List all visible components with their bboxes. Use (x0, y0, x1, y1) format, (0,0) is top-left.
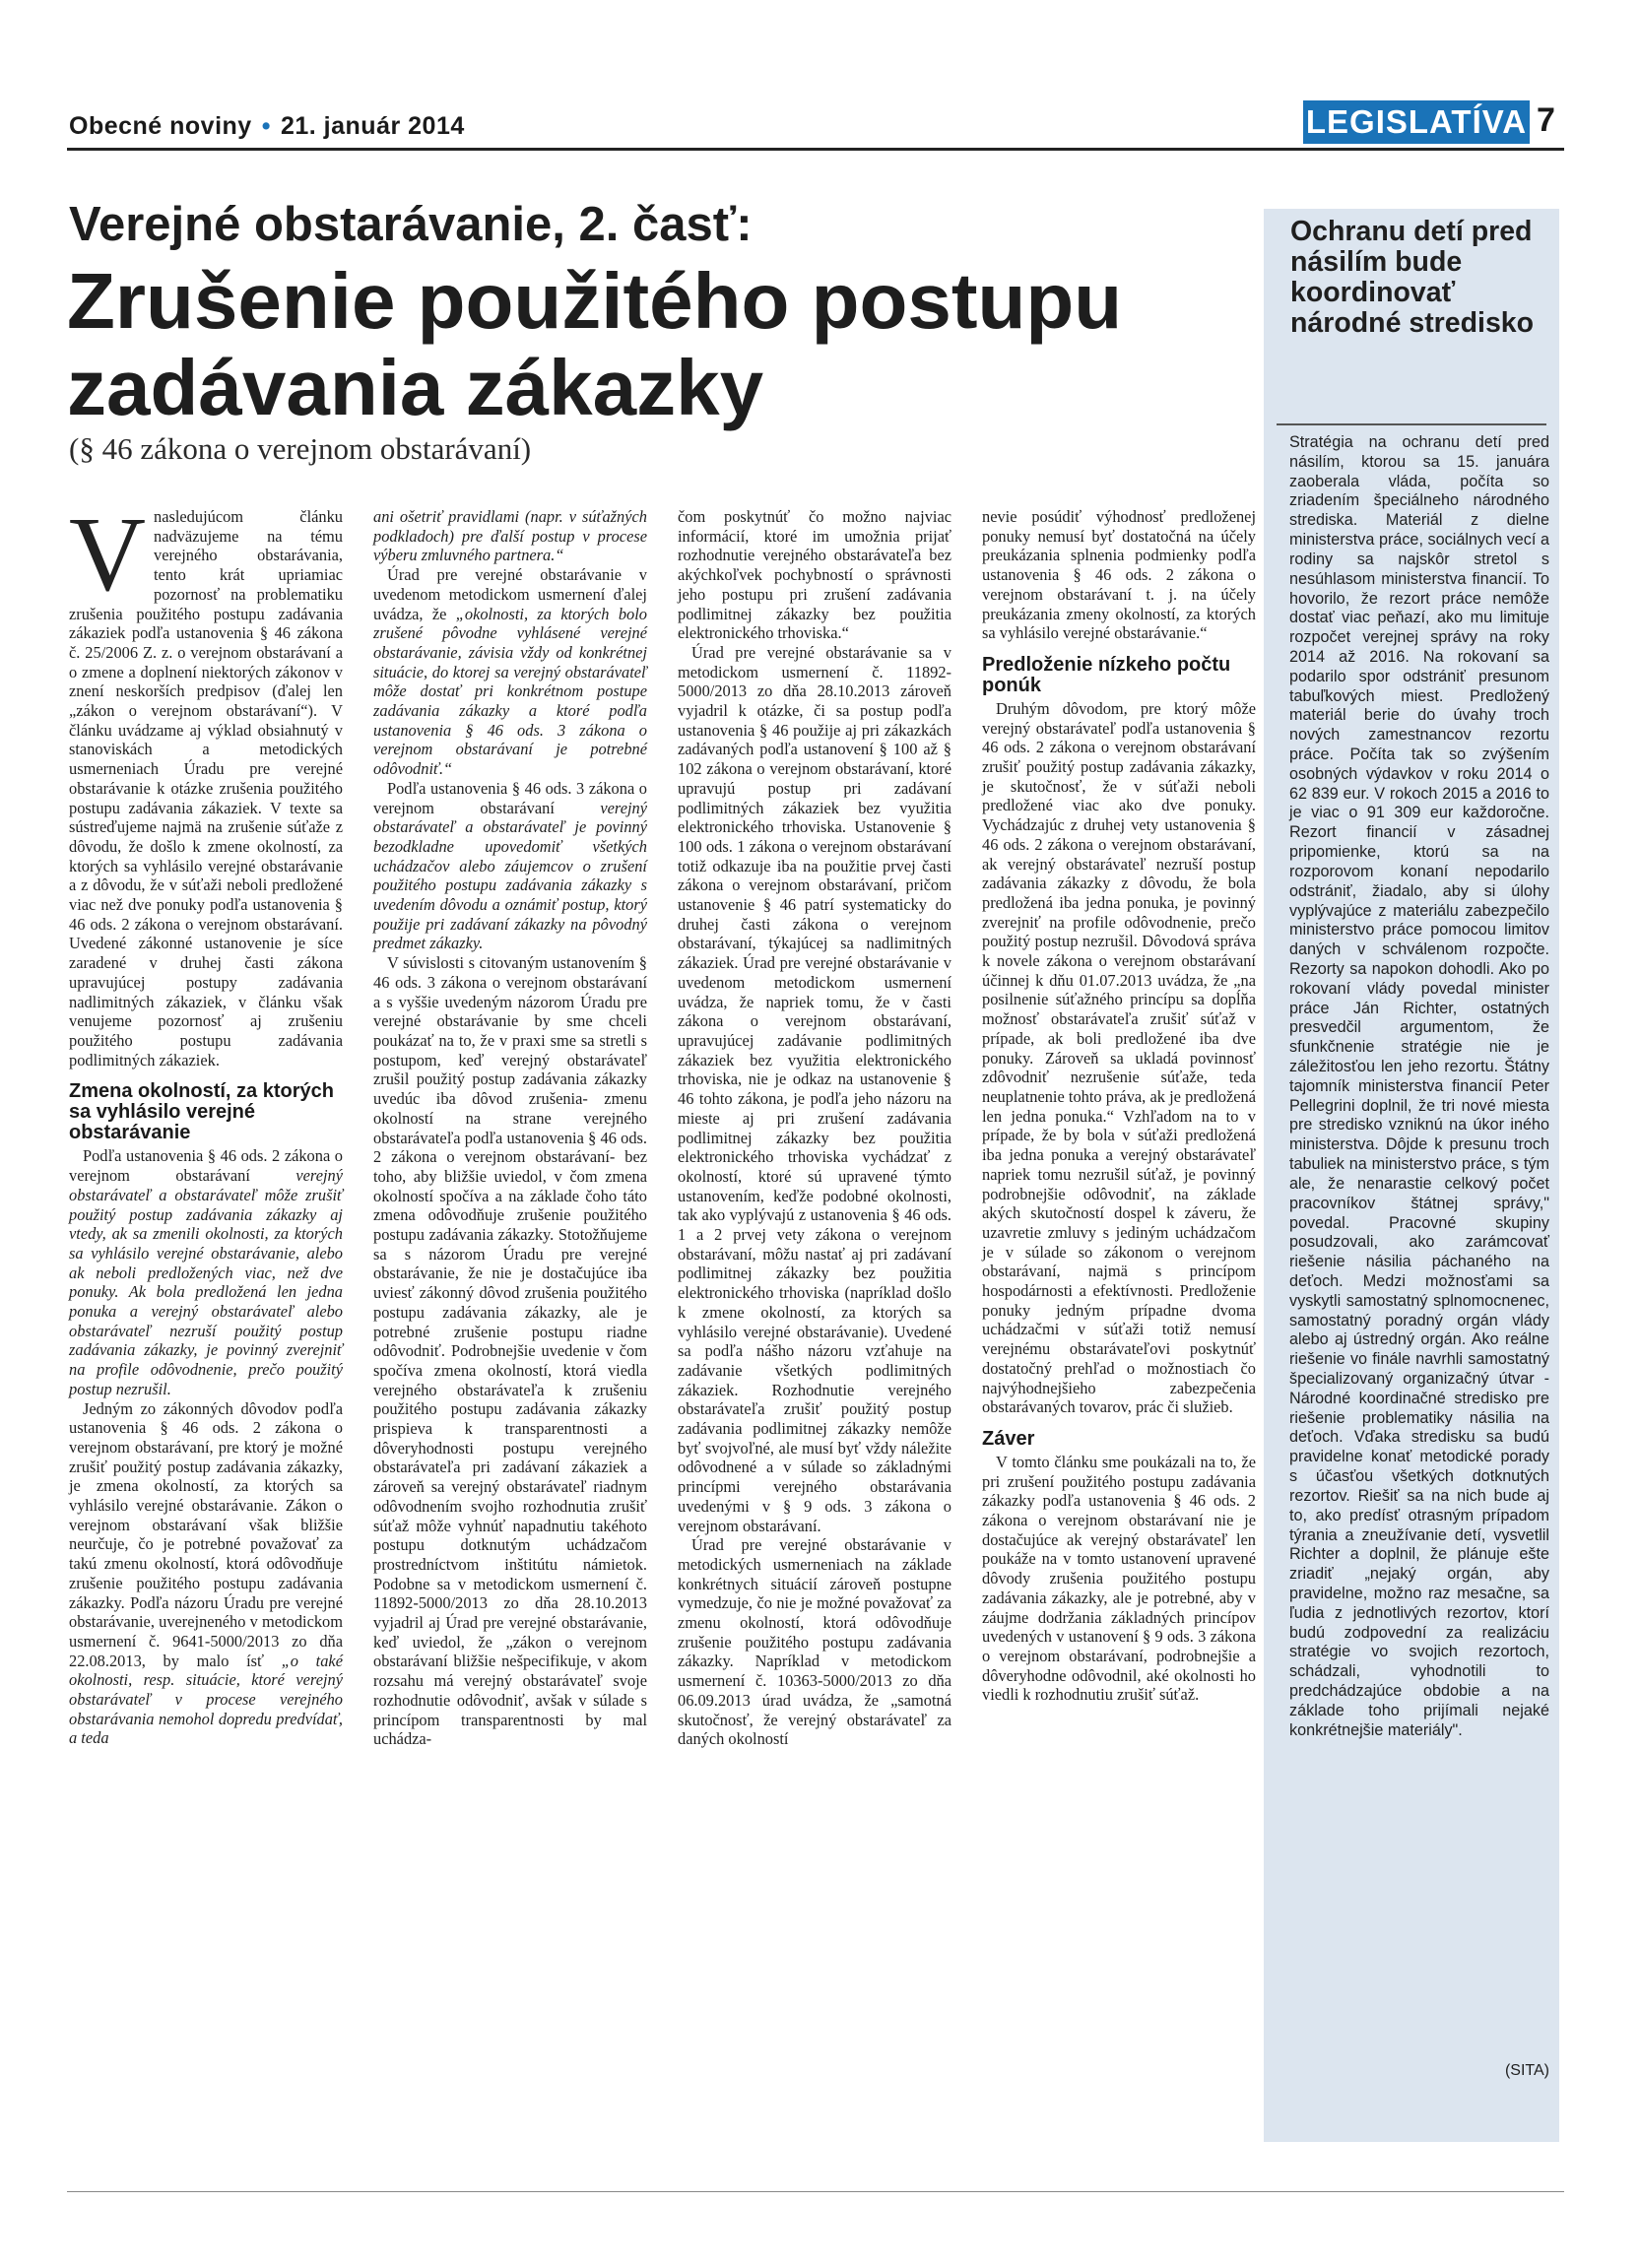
drop-cap: V (69, 496, 146, 614)
paragraph: Podľa ustanovenia § 46 ods. 3 zákona o verejnom obstarávaní verejný obstarávateľ a obstarávateľ je povinný bezodkladne upovedomiť všetkých uchádzačov alebo záujemcov o zrušení použitého postupu zadávania zákazky s uvedením dôvodu a oznámiť postup, ktorý použije pri zadávaní zákazky na pôvodný predmet zákazky. (373, 778, 647, 953)
paragraph: V tomto článku sme poukázali na to, že pri zrušení použitého postupu zadávania zákazky podľa ustanovenia § 46 ods. 2 zákona o verejnom obstarávaní nie je dostačujúce ak verejný obstarávateľ len poukáže na v tomto ustanovení upravené dôvody zrušenia použitého postupu zadávania zákazky, ale je potrebné, aby v záujme dodržania základných princípov uvedených v ustanovení § 9 ods. 3 zákona o verejnom obstarávaní, podrobnejšie a dôveryhodne odôvodnil, aké okolnosti ho viedli k rozhodnutiu zrušiť súťaž. (982, 1452, 1256, 1705)
subheading-zmena-okolnosti: Zmena okolností, za ktorých sa vyhlásilo verejné obstarávanie (69, 1080, 334, 1144)
paragraph: Úrad pre verejné obstarávanie sa v metodickom usmernení č. 11892-5000/2013 zo dňa 28.10.2013 zároveň vyjadril k otázke, či sa postup podľa ustanovenia § 46 použije aj pri zákazkách zadávaných podľa ustanovení § 100 až § 102 zákona o verejnom obstarávaní, ktoré upravujú postup pri zadávaní podlimitných zákaziek bez využitia elektronického trhoviska. Ustanovenie § 100 ods. 1 zákona o verejnom obstarávaní totiž odkazuje iba na použitie prvej časti zákona o verejnom obstarávaní, pričom ustanovenie § 46 patrí systematicky do druhej časti zákona o verejnom obstarávaní, týkajúcej sa nadlimitných zákaziek. Úrad pre verejné obstarávanie v uvedenom metodickom usmernení uvádza, že napriek tomu, že v časti zákona o verejnom obstarávaní, upravujúcej zadávanie podlimitných zákaziek bez využitia elektronického trhoviska, nie je odkaz na ustanovenie § 46 tohto zákona, je podľa jeho názoru na mieste aj pri zrušení zadávania podlimitnej zákazky bez použitia elektronického trhoviska vychádzať z okolností, ktoré sú upravené týmto ustanovením, keďže podobné okolnosti, tak ako vyplývajú z ustanovenia § 46 ods. 1 a 2 prvej vety zákona o verejnom obstarávaní, môžu nastať aj pri zadávaní podlimitnej zákazky bez použitia elektronického trhoviska (napríklad došlo k zmene okolností, za ktorých sa vyhlásilo verejné obstarávanie). Uvedené sa podľa nášho názoru vzťahuje na zadávanie všetkých podlimitných zákaziek. Rozhodnutie verejného obstarávateľa zrušiť použitý postup zadávania podlimitnej zákazky nemôže byť svojvoľné, ale musí byť vždy náležite odôvodnené a v súlade so základnými princípmi verejného obstarávania uvedenými v § 9 ods. 3 zákona o verejnom obstarávaní. (678, 642, 951, 1535)
subheading-nizky-pocet-ponuk: Predloženie nízkeho počtu ponúk (982, 653, 1231, 696)
sidebar-rule (1277, 423, 1546, 425)
article-column-2 (373, 507, 647, 1749)
paragraph: Úrad pre verejné obstarávanie v metodických usmerneniach na základe konkrétnych situácií zároveň postupne vymedzuje, čo nie je možné považovať za zmenu okolností, ktorá odôvodňuje zrušenie použitého postupu zadávania zákazky. Napríklad v metodickom usmernení č. 10363-5000/2013 zo dňa 06.09.2013 úrad uvádza, že „samotná skutočnosť, že verejný obstarávateľ za daných okolností (678, 1535, 951, 1749)
paragraph: nasledujúcom článku nadväzujeme na tému verejného obstarávania, tento krát upriamiac pozornosť na problematiku zrušenia použitého postupu zadávania zákaziek podľa ustanovenia § 46 zákona č. 25/2006 Z. z. o verejnom obstarávaní a o zmene a doplnení niektorých zákonov v znení neskorších predpisov (ďalej len „zákon o verejnom obstarávaní“). V článku uvádzame aj výklad obsiahnutý v stanoviskách a metodických usmerneniach Úradu pre verejné obstarávanie k otázke zrušenia použitého postupu zadávania zákaziek. V texte sa sústreďujeme najmä na zrušenie súťaže z dôvodu, že došlo k zmene okolností, za ktorých sa vyhlásilo verejné obstarávanie a z dôvodu, že v súťaži neboli predložené viac než dve ponuky podľa ustanovenia § 46 ods. 2 zákona o verejnom obstarávaní. Uvedené zákonné ustanovenie je síce zaradené v druhej časti zákona upravujúcej postupy zadávania nadlimitných zákaziek, v článku však venujeme pozornosť aj zrušeniu použitého postupu zadávania podlimitných zákaziek. (69, 507, 343, 1069)
section-label: LEGISLATÍVA (1303, 100, 1530, 144)
page-number: 7 (1537, 101, 1555, 139)
paragraph: ani ošetriť pravidlami (napr. v súťažných podkladoch) pre ďalší postup v procese výberu zmluvného partnera.“ (373, 507, 647, 565)
issue-date: 21. január 2014 (280, 112, 465, 140)
article-column-1 (69, 496, 343, 1748)
paragraph: Podľa ustanovenia § 46 ods. 2 zákona o verejnom obstarávaní verejný obstarávateľ a obstarávateľ môže zrušiť použitý postup zadávania zákazky aj vtedy, ak sa zmenili okolnosti, za ktorých sa vyhlásilo verejné obstarávanie, alebo ak neboli predložených viac, než dve ponuky. Ak bola predložená len jedna ponuka a verejný obstarávateľ alebo obstarávateľ nezruší použitý postup zadávania zákazky, je povinný zverejniť na profile odôvodnenie, prečo použitý postup nezrušil. (69, 1146, 343, 1398)
paragraph: nevie posúdiť výhodnosť predloženej ponuky nemusí byť dostatočná na účely preukázania splnenia podmienky podľa ustanovenia § 46 ods. 2 zákona o verejnom obstarávaní t. j. na účely preukázania zmeny okolností, za ktorých sa vyhlásilo verejné obstarávanie.“ (982, 507, 1256, 643)
article-kicker: Verejné obstarávanie, 2. časť: (69, 198, 753, 251)
header-bullet: • (261, 112, 271, 140)
paragraph: Jedným zo zákonných dôvodov podľa ustanovenia § 46 ods. 2 zákona o verejnom obstarávaní, pre ktorý je možné zrušiť použitý postup zadávania zákazky, je zmena okolností, za ktorých sa vyhlásilo verejné obstarávanie. Zákon o verejnom obstarávaní však bližšie neurčuje, čo je potrebné považovať za takú zmenu okolností, ktorá odôvodňuje zrušenie použitého postupu zadávania zákazky. Podľa názoru Úradu pre verejné obstarávanie, uverejneného v metodickom usmernení č. 9641-5000/2013 zo dňa 22.08.2013, by malo ísť „o také okolnosti, resp. situácie, ktoré verejný obstarávateľ v procese verejného obstarávania nemohol dopredu predvídať, a teda (69, 1398, 343, 1748)
header-rule (67, 148, 1564, 151)
newspaper-name: Obecné noviny (69, 112, 252, 140)
footer-rule (67, 2191, 1564, 2192)
paragraph: V súvislosti s citovaným ustanovením § 46 ods. 3 zákona o verejnom obstarávaní a s vyššie uvedeným názorom Úradu pre verejné obstarávanie by sme chceli poukázať na to, že v praxi sme sa stretli s postupom, keď verejný obstarávateľ zrušil použitý postup zadávania zákazky uvedúc iba dôvod zrušenia- zmenu okolností na strane verejného obstarávateľa podľa ustanovenia § 46 ods. 2 zákona o verejnom obstarávaní- bez toho, aby bližšie uviedol, v čom zmena okolností spočíva a na základe čoho táto zmena odôvodňuje zrušenie použitého postupu zadávania zákazky. Stotožňujeme sa s názorom Úradu pre verejné obstarávanie, že nie je dostačujúce iba uviesť zákonný dôvod zrušenia použitého postupu zadávania zákazky, ale je potrebné zrušenie postupu riadne odôvodniť. Podrobnejšie uvedenie v čom spočíva zmena okolností, ktorá viedla verejného obstarávateľa k zrušeniu použitého postupu zadávania zákazky prispieva k transparentnosti a dôveryhodnosti postupu verejného obstarávateľa pri zadávaní zákaziek a zároveň sa verejný obstarávateľ riadnym odôvodnením svojho rozhodnutia zrušiť súťaž môže vyhnúť napadnutiu takéhoto postupu dotknutým uchádzačom prostredníctvom inštitútu námietok. Podobne sa v metodickom usmernení č. 11892-5000/2013 zo dňa 28.10.2013 vyjadril aj Úrad pre verejné obstarávanie, keď uviedol, že „zákon o verejnom obstarávaní bližšie nešpecifikuje, v akom rozsahu má verejný obstarávateľ svoje rozhodnutie odôvodniť, avšak v súlade s princípom transparentnosti by mal uchádza- (373, 953, 647, 1749)
sidebar-title: Ochranu detí pred násilím bude koordinovať národné stredisko (1290, 216, 1535, 339)
sidebar-source: (SITA) (1504, 2062, 1549, 2079)
news-sidebar (1264, 209, 1559, 2142)
article-column-3 (678, 507, 951, 1749)
paragraph: Úrad pre verejné obstarávanie v uvedenom metodickom usmernení ďalej uvádza, že „okolnosti, za ktorých bolo zrušené pôvodne vyhlásené verejné obstarávanie, závisia vždy od konkrétnej situácie, do ktorej sa verejný obstarávateľ môže dostať pri konkrétnom postupe zadávania zákazky a ktoré podľa ustanovenia § 46 ods. 3 zákona o verejnom obstarávaní je potrebné odôvodniť.“ (373, 565, 647, 779)
paragraph: čom poskytnúť čo možno najviac informácií, ktoré im umožnia prijať rozhodnutie verejného obstarávateľa bez akýchkoľvek pochybností o správnosti jeho postupu pri zrušení zadávania podlimitnej zákazky bez použitia elektronického trhoviska.“ (678, 507, 951, 643)
paragraph: Druhým dôvodom, pre ktorý môže verejný obstarávateľ podľa ustanovenia § 46 ods. 2 zákona o verejnom obstarávaní zrušiť použitý postup zadávania zákazky, je skutočnosť, že v súťaži neboli predložené viac ako dve ponuky. Vychádzajúc z druhej vety ustanovenia § 46 ods. 2 zákona o verejnom obstarávaní, ak verejný obstarávateľ nezruší postup zadávania zákazky z dôvodu, že bola predložená iba jedna ponuka, je povinný zverejniť na profile odôvodnenie, prečo použitý postup nezrušil. Dôvodová správa k novele zákona o verejnom obstarávaní účinnej k dňu 01.07.2013 uvádza, že „na posilnenie súťažného princípu sa dopĺňa možnosť obstarávateľa zrušiť súťaž v prípade, ak boli predložené iba dve ponuky. Zároveň sa ukladá povinnosť zdôvodniť nezrušenie súťaže, teda neuplatnenie tohto práva, ak je predložená len jedna ponuka.“ Vzhľadom na to v prípade, že by bola v súťaži predložená iba jedna ponuka a verejný obstarávateľ napriek tomu nezrušil súťaž, je povinný podrobnejšie odôvodniť, na základe akých skutočností dospel k záveru, že uzavretie zmluvy s jediným uchádzačom je v súlade so zákonom o verejnom obstarávaní, najmä s princípom hospodárnosti a efektívnosti. Predloženie ponuky jedným prípadne dvoma uchádzačmi v súťaži totiž nemusí verejnému obstarávateľovi poskytnúť dostatočný prehľad o možnostiach čo najvýhodnejšieho zabezpečenia obstarávaných tovarov, prác či služieb. (982, 698, 1256, 1417)
subheading-zaver: Záver (982, 1427, 1035, 1450)
sidebar-body: Stratégia na ochranu detí pred násilím, ktorou sa 15. januára zaoberala vláda, počíta so zriadením špeciálneho národného strediska. Materiál z dielne ministerstva práce, sociálnych vecí a rodiny sa najskôr stretol s nesúhlasom ministerstva financií. To hovorilo, že rezort práce nemôže dostať viac peňazí, ako mu limituje rozpočet verejnej správy na roky 2014 až 2016. Na rokovaní sa podarilo spor odstrániť presunom tabuľkových miest. Predložený materiál berie do úvahy troch nových zamestnancov rezortu práce. Počíta tak so zvýšením osobných výdavkov v roku 2014 o 62 839 eur. V rokoch 2015 a 2016 to je viac o 91 309 eur každoročne. Rezort financií v zásadnej pripomienke, ktorú sa na rozporovom konaní nepodarilo odstrániť, žiadalo, aby si úlohy vyplývajúce z materiálu zabezpečilo ministerstvo práce pomocou limitov daných v schválenom rozpočte. Rezorty sa napokon dohodli. Ako po rokovaní vlády povedal minister práce Ján Richter, ostatných presvedčil argumentom, že sfunkčnenie stratégie nie je záležitosťou len jeho rezortu. Štátny tajomník ministerstva financií Peter Pellegrini doplnil, že tri nové miesta pre stredisko vzniknú na úkor iného ministerstva. Dôjde k presunu troch tabuliek na ministerstvo práce, s tým ale, že nenarastie celkový počet pracovníkov štátnej správy," povedal. Pracovné skupiny posudzovali, ako zarámcovať riešenie násilia páchaného na deťoch. Medzi možnosťami sa vyskytli samostatný splnomocnenec, samostatný poradný orgán vlády alebo aj ústredný orgán. Ako reálne riešenie vo finále navrhli samostatný špecializovaný organizačný útvar - Národné koordinačné stredisko pre riešenie problematiky násilia na deťoch. Vďaka stredisku sa budú pravidelne konať metodické porady s účasťou všetkých dotknutých rezortov. Riešiť sa na nich bude aj to, ako predísť otrasným prípadom týrania a zneužívanie detí, vysvetlil Richter a doplnil, že plánuje ešte zriadiť „nejaký orgán, aby pravidelne, možno raz mesačne, sa ľudia z jednotlivých rezortov, ktorí budú zodpovední za realizáciu stratégie vo svojich rezortoch, schádzali, vyhodnotili to predchádzajúce obdobie a na základe toho prijímali nejaké konkrétnejšie materiály". (1289, 433, 1549, 1739)
article-headline: Zrušenie použitého postupu zadávania zákazky (67, 257, 1123, 431)
masthead (69, 112, 465, 141)
article-subhead: (§ 46 zákona o verejnom obstarávaní) (69, 431, 532, 466)
article-column-4 (982, 507, 1256, 1705)
